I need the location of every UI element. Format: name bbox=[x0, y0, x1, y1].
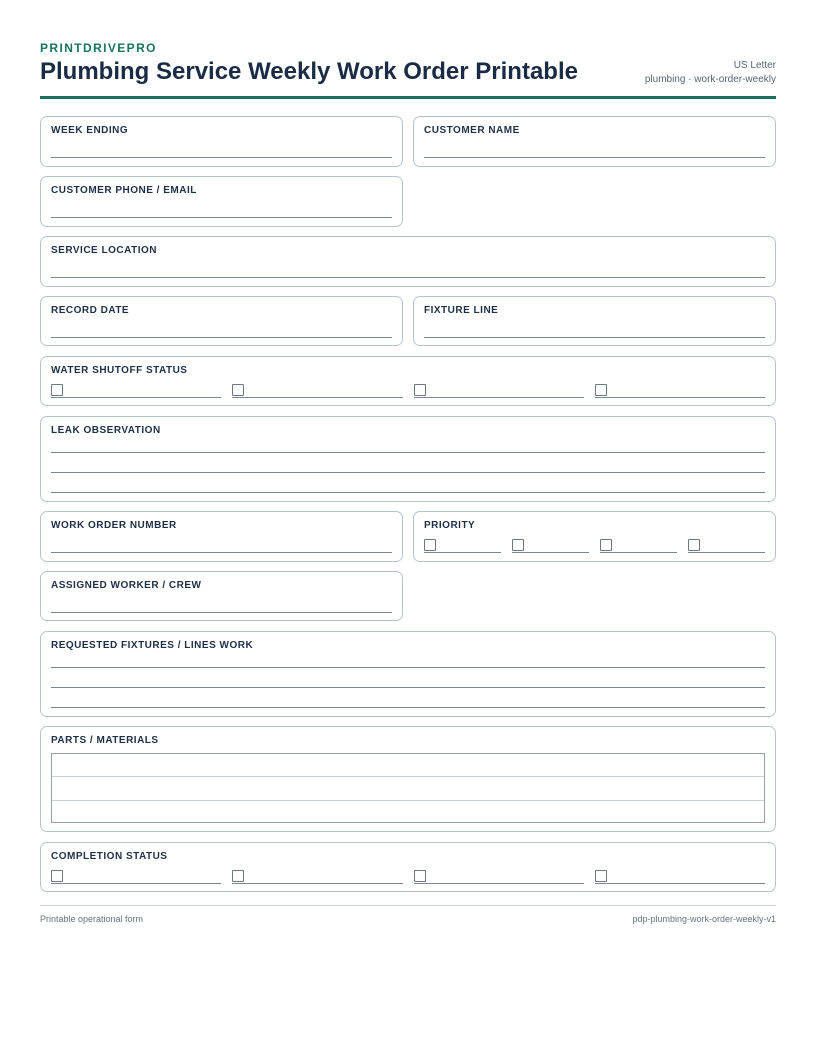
completion-option bbox=[595, 870, 765, 884]
leak-observation-line[interactable] bbox=[51, 472, 765, 473]
checkbox[interactable] bbox=[414, 870, 426, 882]
week-ending-label: WEEK ENDING bbox=[51, 125, 129, 136]
completion-option bbox=[232, 870, 402, 884]
customer-name-label: CUSTOMER NAME bbox=[424, 125, 520, 136]
completion-status-field bbox=[40, 842, 776, 892]
customer-contact-field bbox=[40, 176, 403, 227]
priority-option bbox=[424, 539, 501, 553]
leak-observation-line[interactable] bbox=[51, 452, 765, 453]
checkbox[interactable] bbox=[600, 539, 612, 551]
record-date-field bbox=[40, 296, 403, 346]
footer-note: Printable operational form bbox=[40, 914, 144, 924]
customer-name-field bbox=[413, 116, 776, 167]
leak-observation-field bbox=[40, 416, 776, 502]
week-ending-input-line[interactable] bbox=[51, 157, 392, 158]
paper-size: US Letter bbox=[733, 60, 776, 71]
document-tags: plumbing · work-order-weekly bbox=[644, 74, 776, 85]
checkbox[interactable] bbox=[595, 870, 607, 882]
assigned-worker-label: ASSIGNED WORKER / CREW bbox=[51, 580, 202, 591]
priority-field bbox=[413, 511, 776, 562]
service-location-field bbox=[40, 236, 776, 287]
week-ending-field bbox=[40, 116, 403, 167]
priority-option bbox=[688, 539, 765, 553]
leak-observation-line[interactable] bbox=[51, 492, 765, 493]
checkbox[interactable] bbox=[512, 539, 524, 551]
checkbox[interactable] bbox=[595, 384, 607, 396]
work-order-form bbox=[40, 0, 776, 1056]
work-order-number-label: WORK ORDER NUMBER bbox=[51, 520, 177, 531]
parts-materials-table bbox=[51, 753, 765, 823]
water-shutoff-status-label: WATER SHUTOFF STATUS bbox=[51, 365, 188, 376]
water-shutoff-option bbox=[595, 384, 765, 398]
priority-option bbox=[600, 539, 677, 553]
completion-option bbox=[414, 870, 584, 884]
leak-observation-label: LEAK OBSERVATION bbox=[51, 425, 161, 436]
checkbox[interactable] bbox=[424, 539, 436, 551]
checkbox[interactable] bbox=[51, 384, 63, 396]
checkbox[interactable] bbox=[232, 870, 244, 882]
work-order-number-input-line[interactable] bbox=[51, 552, 392, 553]
fixture-line-field bbox=[413, 296, 776, 346]
checkbox[interactable] bbox=[232, 384, 244, 396]
document-meta bbox=[645, 59, 776, 87]
requested-work-field bbox=[40, 631, 776, 717]
water-shutoff-options bbox=[51, 384, 765, 398]
requested-work-line[interactable] bbox=[51, 667, 765, 668]
parts-materials-field bbox=[40, 726, 776, 832]
assigned-worker-input-line[interactable] bbox=[51, 612, 392, 613]
water-shutoff-option bbox=[51, 384, 221, 398]
priority-option bbox=[512, 539, 589, 553]
completion-option bbox=[51, 870, 221, 884]
fixture-line-input-line[interactable] bbox=[424, 337, 765, 338]
water-shutoff-option bbox=[414, 384, 584, 398]
requested-work-label: REQUESTED FIXTURES / LINES WORK bbox=[51, 640, 254, 651]
water-shutoff-option bbox=[232, 384, 402, 398]
service-location-input-line[interactable] bbox=[51, 277, 765, 278]
fixture-line-label: FIXTURE LINE bbox=[424, 305, 499, 316]
customer-name-input-line[interactable] bbox=[424, 157, 765, 158]
service-location-label: SERVICE LOCATION bbox=[51, 245, 157, 256]
page-title: Plumbing Service Weekly Work Order Printable bbox=[40, 58, 578, 85]
checkbox[interactable] bbox=[688, 539, 700, 551]
priority-label: PRIORITY bbox=[424, 520, 476, 531]
table-row[interactable] bbox=[52, 801, 764, 824]
work-order-number-field bbox=[40, 511, 403, 562]
brand-logo: PRINTDRIVEPRO bbox=[40, 41, 157, 55]
water-shutoff-status-field bbox=[40, 356, 776, 406]
checkbox[interactable] bbox=[51, 870, 63, 882]
completion-options bbox=[51, 870, 765, 884]
footer-divider bbox=[40, 905, 776, 906]
header-divider bbox=[40, 96, 776, 99]
form-id: pdp-plumbing-work-order-weekly-v1 bbox=[632, 914, 776, 924]
assigned-worker-field bbox=[40, 571, 403, 621]
requested-work-line[interactable] bbox=[51, 707, 765, 708]
table-row[interactable] bbox=[52, 777, 764, 800]
record-date-input-line[interactable] bbox=[51, 337, 392, 338]
checkbox[interactable] bbox=[414, 384, 426, 396]
table-row[interactable] bbox=[52, 754, 764, 777]
parts-materials-label: PARTS / MATERIALS bbox=[51, 735, 159, 746]
customer-contact-input-line[interactable] bbox=[51, 217, 392, 218]
customer-contact-label: CUSTOMER PHONE / EMAIL bbox=[51, 185, 197, 196]
requested-work-line[interactable] bbox=[51, 687, 765, 688]
record-date-label: RECORD DATE bbox=[51, 305, 130, 316]
priority-options bbox=[424, 539, 765, 553]
completion-status-label: COMPLETION STATUS bbox=[51, 851, 168, 862]
